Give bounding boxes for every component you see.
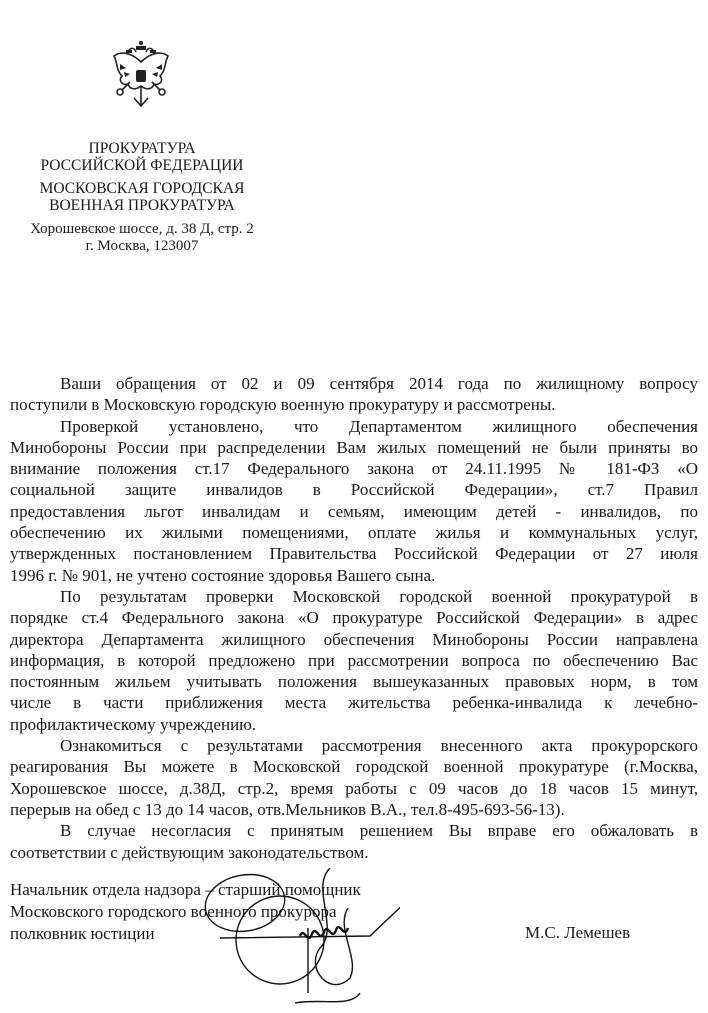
- org-line: РОССИЙСКОЙ ФЕДЕРАЦИИ: [40, 157, 244, 174]
- paragraph: [10, 416, 698, 586]
- paragraph: [10, 820, 698, 863]
- text-line: директора Департамента жилищного обеспечения Минобороны России направлена: [10, 629, 698, 649]
- text-line: реагирования Вы можете в Московской городской военной прокуратуре (г.Москва,: [10, 757, 698, 777]
- text-line: 1996 г. № 901, не учтено состояние здоровья Вашего сына.: [10, 565, 436, 585]
- text-line: поступили в Московскую городскую военную прокуратуру и рассмотрены.: [10, 395, 556, 415]
- text-line: внимание положения ст.17 Федерального закона от 24.11.1995 № 181-ФЗ «О: [10, 459, 698, 479]
- text-line: обеспечению их жилыми помещениями, оплате жилья и коммунальных услуг,: [10, 523, 698, 543]
- text-line: Ваши обращения от 02 и 09 сентября 2014 года по жилищному вопросу: [60, 374, 698, 393]
- text-line: Проверкой установлено, что Департаментом жилищного обеспечения: [60, 416, 698, 436]
- letter-body: [10, 373, 698, 863]
- paragraph: [10, 586, 698, 735]
- signer-position: Московского городского военного прокурора: [10, 902, 337, 921]
- text-line: Ознакомиться с результатами рассмотрения внесенного акта прокурорского: [60, 736, 698, 756]
- text-line: порядке ст.4 Федерального закона «О прокуратуре Российской Федерации» в адрес: [10, 608, 698, 628]
- text-line: профилактическому учреждению.: [10, 714, 257, 734]
- paragraph: [10, 373, 698, 416]
- dept-name: [10, 180, 274, 214]
- org-line: ПРОКУРАТУРА: [88, 140, 196, 157]
- text-line: В случае несогласия с принятым решением Вы вправе его обжаловать в: [60, 821, 698, 841]
- handwritten-signature: [200, 868, 400, 1013]
- text-line: По результатам проверки Московской городской военной прокуратурой в: [60, 586, 698, 606]
- text-line: социальной защите инвалидов в Российской Федерации», ст.7 Правил: [10, 480, 698, 500]
- text-line: соответствии с действующим законодательством.: [10, 842, 369, 862]
- org-name: [10, 140, 274, 174]
- address: [10, 221, 274, 255]
- text-line: утвержденных постановлением Правительства Российской Федерации от 27 июля: [10, 544, 698, 564]
- coat-of-arms-emblem: [108, 40, 174, 112]
- text-line: информация, в которой предложено при рассмотрении вопроса по обеспечению Вас: [10, 650, 698, 670]
- address-line: Хорошевское шоссе, д. 38 Д, стр. 2: [30, 221, 254, 237]
- text-line: числе в части приближения места жительства ребенка-инвалида к лечебно-: [10, 693, 698, 713]
- dept-line: ВОЕННАЯ ПРОКУРАТУРА: [49, 197, 235, 214]
- signer-position: Начальник отдела надзора – старший помощник: [10, 880, 361, 899]
- text-line: перерыв на обед с 13 до 14 часов, отв.Мельников В.А., тел.8-495-693-56-13).: [10, 799, 565, 819]
- address-line: г. Москва, 123007: [85, 238, 199, 254]
- signer-rank: полковник юстиции: [10, 924, 155, 943]
- text-line: Хорошевское шоссе, д.38Д, стр.2, время работы с 09 часов до 18 часов 15 минут,: [10, 778, 698, 798]
- text-line: Минобороны России при распределении Вам жилых помещений не были приняты во: [10, 437, 698, 457]
- dept-line: МОСКОВСКАЯ ГОРОДСКАЯ: [39, 180, 245, 197]
- signer-name: М.С. Лемешев: [525, 923, 631, 942]
- paragraph: [10, 735, 698, 820]
- text-line: постоянным жильем учитывать положения вышеуказанных правовых норм, в том: [10, 672, 698, 692]
- text-line: предоставления льгот инвалидам и семьям, имеющим детей - инвалидов, по: [10, 501, 698, 521]
